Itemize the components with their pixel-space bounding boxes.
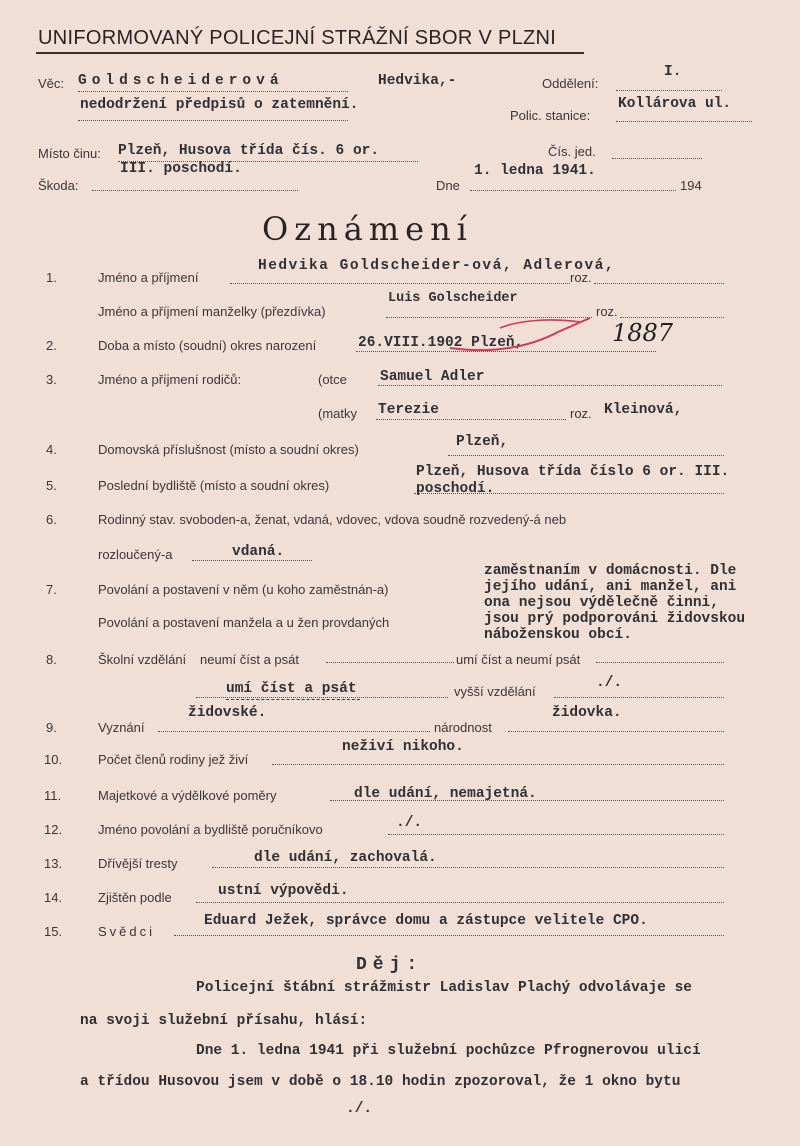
field-12-value: ./. <box>396 815 423 831</box>
field-1-dotline-2 <box>594 283 724 284</box>
field-8-number: 8. <box>46 652 57 667</box>
field-8-higher-value: ./. <box>596 675 623 691</box>
vec-dotline <box>78 91 348 92</box>
vec-given-name: Hedvika,- <box>378 73 457 89</box>
narrative-line-2: na svoji služební přísahu, hlásí: <box>80 1013 368 1029</box>
field-11-value: dle udání, nemajetná. <box>354 786 537 802</box>
narrative-line-4: a třídou Husovou jsem v době o 18.10 hodin zpozoroval, že 1 okno bytu <box>80 1074 681 1090</box>
field-3-mother: Terezie <box>378 402 439 418</box>
field-3-dotline <box>378 385 722 386</box>
spouse-value: Luis Golscheider <box>388 291 518 306</box>
stanice-dotline <box>616 121 752 122</box>
field-4-dotline <box>448 455 724 456</box>
misto-value-1: Plzeň, Husova třída čís. 6 or. <box>118 143 380 159</box>
red-pencil-correction <box>440 308 620 358</box>
misto-label: Místo činu: <box>38 146 101 161</box>
stanice-value: Kollárova ul. <box>618 96 732 112</box>
field-3-label: Jméno a příjmení rodičů: <box>98 372 242 387</box>
narrative-heading: Děj: <box>356 955 424 975</box>
field-7-value-line-5: náboženskou obcí. <box>484 627 632 643</box>
vec-subject: nedodržení předpisů o zatemnění. <box>80 97 359 113</box>
field-8-option-1: neumí číst a psát <box>200 652 299 667</box>
oddeleni-label: Oddělení: <box>542 76 599 91</box>
field-3-dotline-2 <box>376 419 566 420</box>
field-5-value-2: poschodí. <box>416 481 495 497</box>
vec-name: Goldscheiderová <box>78 73 284 89</box>
field-13-value: dle udání, zachovalá. <box>254 850 437 866</box>
spouse-roz: roz. <box>596 304 618 319</box>
field-15-value: Eduard Ježek, správce domu a zástupce velitele CPO. <box>204 913 648 929</box>
field-13-number: 13. <box>44 856 63 871</box>
dne-value: 1. ledna 1941. <box>474 163 596 179</box>
field-2-value: 26.VIII.1902 Plzeň, <box>358 335 524 351</box>
field-11-number: 11. <box>44 788 62 803</box>
field-15-number: 15. <box>44 924 63 939</box>
field-3-matky: (matky <box>318 406 357 421</box>
field-3-father: Samuel Adler <box>380 369 485 385</box>
field-9-value: židovské. <box>188 705 267 721</box>
oddeleni-dotline <box>616 90 722 91</box>
field-9-dotline <box>158 731 430 732</box>
field-12-dotline <box>388 834 724 835</box>
field-10-label: Počet členů rodiny jež živí <box>98 752 249 767</box>
field-15-label: Svědci <box>98 924 156 939</box>
field-9-dotline-2 <box>508 731 724 732</box>
field-6-dotline <box>192 560 312 561</box>
field-6-label-2: rozloučený-a <box>98 547 173 562</box>
year-printed: 194 <box>680 178 702 193</box>
field-8-higher-label: vyšší vzdělání <box>454 684 536 699</box>
field-14-label: Zjištěn podle <box>98 890 172 905</box>
spouse-dotline-2 <box>620 317 724 318</box>
field-7-label: Povolání a postavení v něm (u koho zaměstnán-a) <box>98 582 389 597</box>
field-3-otce: (otce <box>318 372 347 387</box>
skoda-label: Škoda: <box>38 178 79 193</box>
oddeleni-value: I. <box>664 64 682 80</box>
field-7-value-line-3: ona nejsou výdělečně činni, <box>484 595 719 611</box>
field-8-dotline-4 <box>554 697 724 698</box>
field-14-number: 14. <box>44 890 63 905</box>
field-10-value: neživí nikoho. <box>342 739 464 755</box>
vec-label: Věc: <box>38 76 65 91</box>
title-underline <box>36 52 584 54</box>
field-7-value-line-1: zaměstnaním v domácnosti. Dle <box>484 563 737 579</box>
field-7-number: 7. <box>46 582 57 597</box>
field-8-value: umí číst a psát <box>226 681 357 697</box>
field-9-number: 9. <box>46 720 57 735</box>
field-2-number: 2. <box>46 338 57 353</box>
field-9-label: Vyznání <box>98 720 145 735</box>
field-2-label: Doba a místo (soudní) okres narození <box>98 338 317 353</box>
agency-title: UNIFORMOVANÝ POLICEJNÍ STRÁŽNÍ SBOR V PLZNI <box>38 27 557 49</box>
field-5-dotline <box>414 493 724 494</box>
field-6-value: vdaná. <box>232 544 285 560</box>
narrative-line-5: ./. <box>346 1101 373 1117</box>
field-6-number: 6. <box>46 512 57 527</box>
field-8-dotline-3 <box>196 697 448 698</box>
field-10-number: 10. <box>44 752 63 767</box>
dne-dotline <box>470 190 676 191</box>
field-9-nationality-label: národnost <box>434 720 492 735</box>
field-8-label: Školní vzdělání <box>98 652 187 667</box>
field-4-value: Plzeň, <box>456 434 509 450</box>
field-3-roz: roz. <box>570 406 592 421</box>
field-8-underline <box>226 699 360 700</box>
field-5-label: Poslední bydliště (místo a soudní okres) <box>98 478 330 493</box>
field-14-dotline <box>196 902 724 903</box>
field-13-label: Dřívější tresty <box>98 856 178 871</box>
field-7-value-line-2: jejího udání, ani manžel, ani <box>484 579 737 595</box>
field-2-handwritten-year: 1887 <box>612 319 674 347</box>
field-5-number: 5. <box>46 478 57 493</box>
field-11-label: Majetkové a výdělkové poměry <box>98 788 277 803</box>
field-1-label: Jméno a příjmení <box>98 270 199 285</box>
field-1-roz: roz. <box>570 270 592 285</box>
field-12-number: 12. <box>44 822 63 837</box>
field-7-value-line-4: jsou prý podporováni židovskou <box>484 611 746 627</box>
field-1-number: 1. <box>46 270 57 285</box>
field-4-number: 4. <box>46 442 57 457</box>
field-9-nationality-value: židovka. <box>552 705 622 721</box>
field-11-dotline <box>330 800 724 801</box>
field-10-dotline <box>272 764 724 765</box>
field-13-dotline <box>212 867 724 868</box>
field-5-value-1: Plzeň, Husova třída číslo 6 or. III. <box>416 464 730 480</box>
spouse-label: Jméno a příjmení manželky (přezdívka) <box>98 304 326 319</box>
field-4-label: Domovská příslušnost (místo a soudní okres) <box>98 442 359 457</box>
narrative-line-3: Dne 1. ledna 1941 při služební pochůzce Pfrognerovou ulicí <box>196 1043 701 1059</box>
vec-dotline-2 <box>78 120 348 121</box>
field-8-dotline-2 <box>596 662 724 663</box>
stanice-label: Polic. stanice: <box>510 108 591 123</box>
field-15-dotline <box>174 935 724 936</box>
field-7-label-2: Povolání a postavení manžela a u žen provdaných <box>98 615 390 630</box>
skoda-dotline <box>92 190 298 191</box>
field-3-mother-maiden: Kleinová, <box>604 402 683 418</box>
field-1-value: Hedvika Goldscheider-ová, Adlerová, <box>258 258 616 274</box>
dne-label: Dne <box>436 178 460 193</box>
field-6-label: Rodinný stav. svoboden-a, ženat, vdaná, vdovec, vdova soudně rozvedený-á neb <box>98 512 567 527</box>
form-title: Oznámení <box>262 210 473 248</box>
field-14-value: ustní výpovědi. <box>218 883 349 899</box>
field-8-dotline <box>326 662 454 663</box>
cis-jed-label: Čís. jed. <box>548 144 596 159</box>
cis-jed-dotline <box>612 158 702 159</box>
field-3-number: 3. <box>46 372 57 387</box>
narrative-line-1: Policejní štábní strážmistr Ladislav Plachý odvolávaje se <box>196 980 692 996</box>
field-1-dotline <box>230 283 570 284</box>
misto-value-2: III. poschodí. <box>120 161 242 177</box>
field-12-label: Jméno povolání a bydliště poručníkovo <box>98 822 323 837</box>
field-8-option-2: umí číst a neumí psát <box>456 652 581 667</box>
